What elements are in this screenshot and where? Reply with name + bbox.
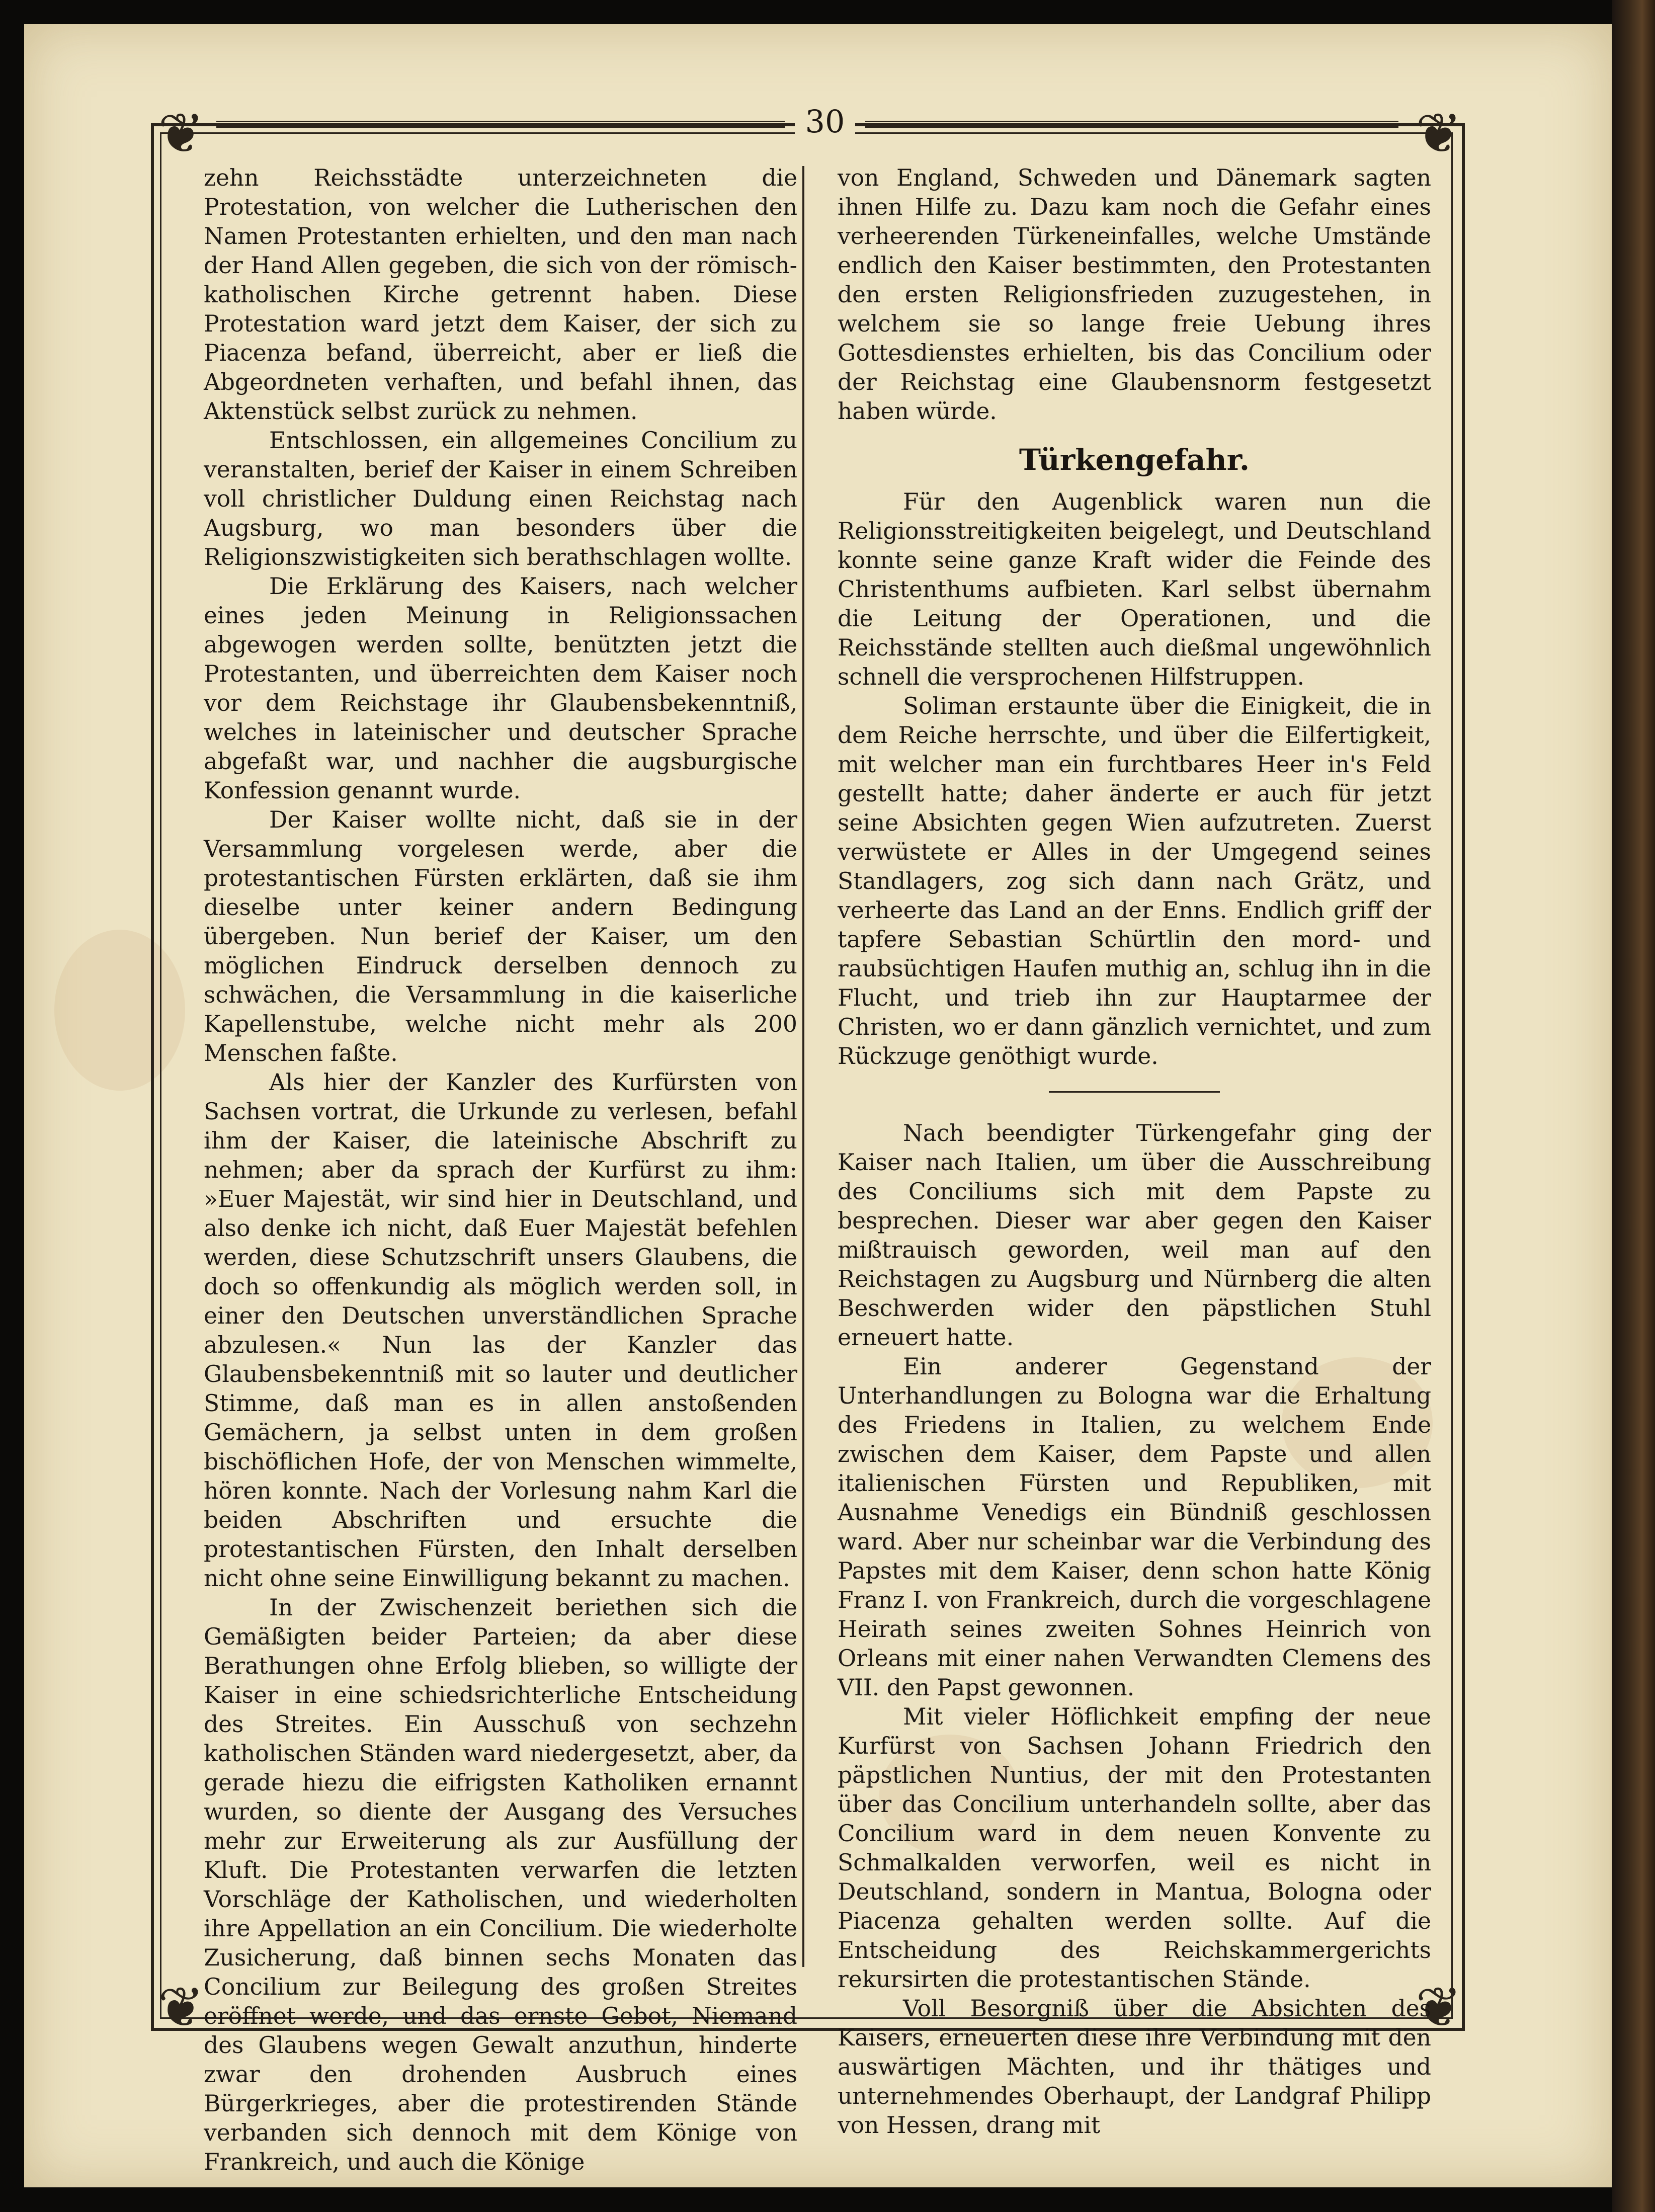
left-column [204, 163, 797, 2175]
paragraph: Als hier der Kanzler des Kurfürsten von Sachsen vortrat, die Urkunde zu verlesen, befahl ihm der Kaiser, die lateinische Abschrift zu nehmen; aber da sprach der Kurfürst zu ihm: »Euer Majestät, wir sind hier in Deutschland, und also denke ich nicht, daß Euer Majestät befehlen werden, diese Schutzschrift unsers Glaubens, die doch so offenkundig als möglich werden soll, in einer den Deutschen unverständlichen Sprache abzulesen.« Nun las der Kanzler das Glaubensbekenntniß mit so lauter und deutlicher Stimme, daß man es in allen anstoßenden Gemächern, ja selbst unten in dem großen bischöflichen Hofe, der von Menschen wimmelte, hören konnte. Nach der Vorlesung nahm Karl die beiden Abschriften und ersuchte die protestantischen Fürsten, den Inhalt derselben nicht ohne seine Einwilligung bekannt zu machen. [204, 1069, 797, 1592]
header-rule-left [216, 121, 785, 128]
corner-ornament-icon: ❦ [157, 101, 205, 166]
right-column [838, 163, 1431, 2139]
header-rule-right [865, 121, 1398, 128]
paragraph: Die Erklärung des Kaisers, nach welcher eines jeden Meinung in Religionssachen abgewogen werden sollte, benützten jetzt die Protestanten, und überreichten dem Kaiser noch vor dem Reichstage ihr Glaubensbekenntniß, welches in lateinischer und deutscher Sprache abgefaßt war, und nachher die augsburgische Konfession genannt wurde. [204, 573, 797, 804]
page-number: 30 [795, 103, 855, 140]
paragraph: In der Zwischenzeit beriethen sich die Gemäßigten beider Parteien; da aber diese Berathungen ohne Erfolg blieben, so willigte der Kaiser in eine schiedsrichterliche Entscheidung des Streites. Ein Ausschuß von sechzehn katholischen Ständen ward niedergesetzt, aber, da gerade hiezu die eifrigsten Katholiken ernannt wurden, so diente der Ausgang des Versuches mehr zur Erweiterung als zur Ausfüllung der Kluft. Die Protestanten verwarfen die letzten Vorschläge der Katholischen, und wiederholten ihre Appellation an ein Concilium. Die wiederholte Zusicherung, daß binnen sechs Monaten das Concilium zur Beilegung des großen Streites eröffnet werde, und das ernste Gebot, Niemand des Glaubens wegen Gewalt anzuthun, hinderte zwar den drohenden Ausbruch eines Bürgerkrieges, aber die protestirenden Stände verbanden sich dennoch mit dem Könige von Frankreich, und auch die Könige [204, 1594, 797, 2175]
paragraph: Nach beendigter Türkengefahr ging der Kaiser nach Italien, um über die Ausschreibung des Conciliums sich mit dem Papste zu besprechen. Dieser war aber gegen den Kaiser mißtrauisch geworden, weil man auf den Reichstagen zu Augsburg und Nürnberg die alten Beschwerden wider den päpstlichen Stuhl erneuert hatte. [838, 1120, 1431, 1351]
paragraph: Ein anderer Gegenstand der Unterhandlungen zu Bologna war die Erhaltung des Friedens in Italien, zu welchem Ende zwischen dem Kaiser, dem Papste und allen italienischen Fürsten und Republiken, mit Ausnahme Venedigs ein Bündniß geschlossen ward. Aber nur scheinbar war die Verbindung des Papstes mit dem Kaiser, denn schon hatte König Franz I. von Frankreich, durch die vorgeschlagene Heirath seines zweiten Sohnes Heinrich von Orleans mit einer nahen Verwandten Clemens des VII. den Papst gewonnen. [838, 1353, 1431, 1701]
corner-ornament-icon: ❦ [1415, 1975, 1462, 2039]
paragraph: Soliman erstaunte über die Einigkeit, die in dem Reiche herrschte, und über die Eilfertigkeit, mit welcher man ein furchtbares Heer in's Feld gestellt hatte; daher änderte er auch für jetzt seine Absichten gegen Wien aufzutreten. Zuerst verwüstete er Alles in der Umgegend seines Standlagers, zog sich dann nach Grätz, und verheerte das Land an der Enns. Endlich griff der tapfere Sebastian Schürtlin den mord- und raubsüchtigen Haufen muthig an, schlug ihn in die Flucht, und trieb ihn zur Hauptarmee der Christen, wo er dann gänzlich vernichtet, und zum Rückzuge genöthigt wurde. [838, 693, 1431, 1070]
corner-ornament-icon: ❦ [1415, 101, 1462, 166]
paragraph: Für den Augenblick waren nun die Religionsstreitigkeiten beigelegt, und Deutschland konnte seine ganze Kraft wider die Feinde des Christenthums aufbieten. Karl selbst übernahm die Leitung der Operationen, und die Reichsstände stellten auch dießmal ungewöhnlich schnell die versprochenen Hilfstruppen. [838, 488, 1431, 690]
paragraph: von England, Schweden und Dänemark sagten ihnen Hilfe zu. Dazu kam noch die Gefahr eines verheerenden Türkeneinfalles, welche Umstände endlich den Kaiser bestimmten, den Protestanten den ersten Religionsfrieden zuzugestehen, in welchem sie so lange freie Uebung ihres Gottesdienstes erhielten, bis das Concilium oder der Reichstag eine Glaubensnorm festgesetzt haben würde. [838, 165, 1431, 425]
paragraph: Mit vieler Höflichkeit empfing der neue Kurfürst von Sachsen Johann Friedrich den päpstlichen Nuntius, der mit den Protestanten über das Concilium unterhandeln sollte, aber das Concilium ward in dem neuen Konvente zu Schmalkalden verworfen, weil es nicht in Deutschland, sondern in Mantua, Bologna oder Piacenza gehalten werden sollte. Auf die Entscheidung des Reichskammergerichts rekursirten die protestantischen Stände. [838, 1703, 1431, 1993]
paragraph: Entschlossen, ein allgemeines Concilium zu veranstalten, berief der Kaiser in einem Schreiben voll christlicher Duldung einen Reichstag nach Augsburg, wo man besonders über die Religionszwistigkeiten sich berathschlagen wollte. [204, 427, 797, 570]
section-separator [1049, 1091, 1220, 1093]
book-spine [1612, 0, 1655, 2212]
paragraph: Voll Besorgniß über die Absichten des Kaisers, erneuerten diese ihre Verbindung mit den auswärtigen Mächten, und ihr thätiges und unternehmendes Oberhaupt, der Landgraf Philipp von Hessen, drang mit [838, 1995, 1431, 2139]
column-divider [802, 166, 804, 1967]
paragraph: zehn Reichsstädte unterzeichneten die Protestation, von welcher die Lutherischen den Namen Protestanten erhielten, und den man nach der Hand Allen gegeben, die sich von der römisch-katholischen Kirche getrennt haben. Diese Protestation ward jetzt dem Kaiser, der sich zu Piacenza befand, überreicht, aber er ließ die Abgeordneten verhaften, und befahl ihnen, das Aktenstück selbst zurück zu nehmen. [204, 165, 797, 425]
corner-ornament-icon: ❦ [157, 1975, 205, 2039]
paragraph: Der Kaiser wollte nicht, daß sie in der Versammlung vorgelesen werde, aber die protestantischen Fürsten erklärten, daß sie ihm dieselbe unter keiner andern Bedingung übergeben. Nun berief der Kaiser, um den möglichen Eindruck derselben dennoch zu schwächen, die Versammlung in die kaiserliche Kapellenstube, welche nicht mehr als 200 Menschen faßte. [204, 806, 797, 1067]
section-heading: Türkengefahr. [1019, 443, 1250, 477]
